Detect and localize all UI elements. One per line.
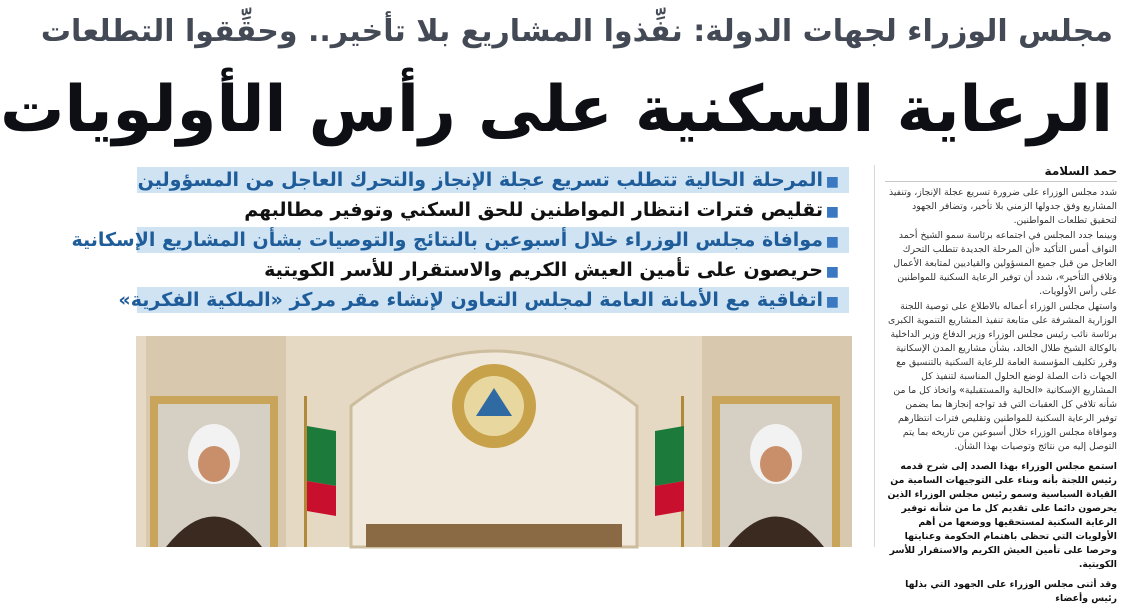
main-headline: الرعاية السكنية على رأس الأولويات [0,73,1113,147]
highlight-text: حريصون على تأمين العيش الكريم والاستقرار للأسر الكويتية [264,259,823,281]
highlight-item [137,197,849,223]
highlight-text: تقليص فترات انتظار المواطنين للحق السكني وتوفير مطالبهم [244,199,823,221]
article-photo [136,336,852,547]
article-paragraph-bold: وقد أثنى مجلس الوزراء على الجهود التي بذلها رئيس وأعضاء [905,579,1117,604]
portrait-frame [150,396,278,547]
article-paragraph-bold: استمع مجلس الوزراء بهذا الصدد إلى شرح قدمه رئيس اللجنة بأنه وبناء على التوجيهات السامية من القيادة السياسية وسمو رئيس مجلس الوزراء الذين يحرصون دائما على تقديم كل ما من شأنه توفير الرعاية السكنية لمستحقيها ووضعها من أهم الأولويات التي تحظى باهتمام الحكومة وعنايتها وحرصا على تأمين العيش الكريم والاستقرار للأسر الكويتية. [887,461,1117,570]
emblem-icon [452,364,536,448]
kicker-headline: مجلس الوزراء لجهات الدولة: نفِّذوا المشاريع بلا تأخير.. وحقِّقوا التطلعات [40,14,1113,49]
highlight-text: موافاة مجلس الوزراء خلال أسبوعين بالنتائج والتوصيات بشأن المشاريع الإسكانية [71,229,823,251]
highlight-text: المرحلة الحالية تتطلب تسريع عجلة الإنجاز والتحرك العاجل من المسؤولين [137,169,823,191]
portraits-illustration [136,336,852,547]
article-paragraph: وبينما جدد المجلس في اجتماعه برئاسة سمو الشيخ أحمد النواف أمس التأكيد «أن المرحلة الجديدة تتطلب التحرك العاجل من قبل جميع المسؤولين والقياديين لمتابعة الأعمال وتلافي التأخير»، شدد أن توفير الرعاية السكنية للمواطنين على رأس الأولويات. [893,230,1117,297]
article-paragraph: شدد مجلس الوزراء على ضرورة تسريع عجلة الإنجاز، وتنفيذ المشاريع وفق جدولها الزمني بلا تأخير، وتضافر الجهود لتحقيق تطلعات المواطنين. [889,187,1117,226]
highlight-item [137,257,849,283]
highlight-item [71,227,849,253]
article-paragraph: واستهل مجلس الوزراء أعماله بالاطلاع على توصية اللجنة الوزارية المشرفة على متابعة تنفيذ المشاريع التنموية الكبرى برئاسة نائب رئيس مجلس الوزراء وزير الدفاع وزير الداخلية بالوكالة الشيخ طلال الخالد، بشأن مشاريع المدن الإسكانية وقرر تكليف المؤسسة العامة للرعاية السكنية بالتنسيق مع الجهات ذات الصلة لوضع الحلول المناسبة لتنفيذ كل المشاريع الإسكانية «الحالية والمستقبلية» واتخاذ كل ما من شأنه تلافي كل العقبات التي قد تواجه إنجازها بما يضمن توفير الرعاية السكنية للمواطنين وتقليص فترات انتظارهم وموافاة مجلس الوزراء خلال أسبوعين من تاريخه بما يتم التوصل إليه من نتائج وتوصيات بهذا الشأن. [888,301,1117,452]
highlight-item [118,287,849,313]
column-divider [874,165,875,547]
square-bullet-icon: ■ [825,264,839,280]
square-bullet-icon: ■ [825,294,839,310]
portrait-frame [712,396,840,547]
highlight-item [137,167,849,193]
square-bullet-icon: ■ [825,204,839,220]
article-column [885,160,1117,604]
highlights-list [71,167,849,317]
highlight-text: اتفاقية مع الأمانة العامة لمجلس التعاون لإنشاء مقر مركز «الملكية الفكرية» [118,289,823,311]
square-bullet-icon: ■ [825,174,839,190]
byline: حمد السلامة [885,164,1117,182]
square-bullet-icon: ■ [825,234,839,250]
